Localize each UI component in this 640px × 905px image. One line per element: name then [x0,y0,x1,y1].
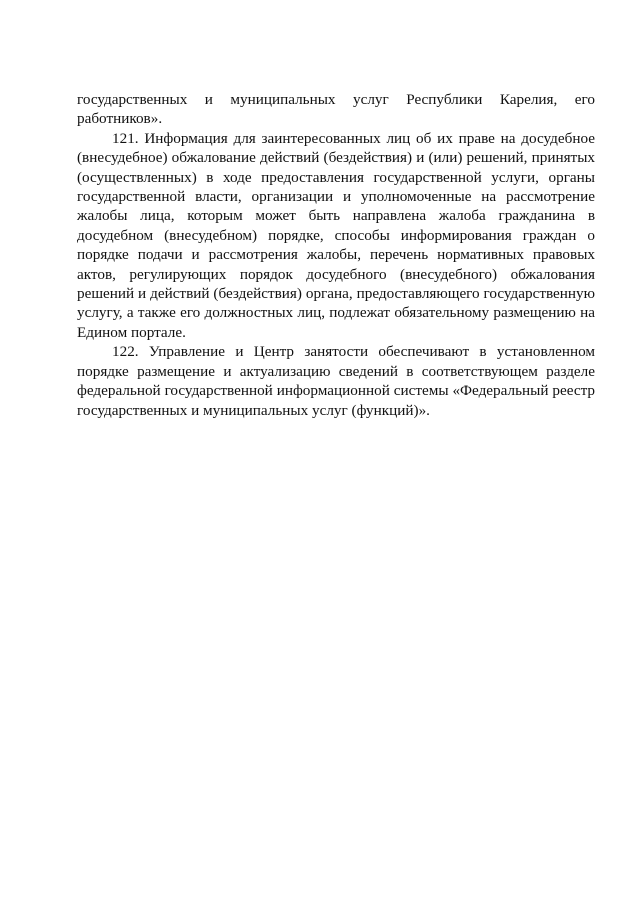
continuation-paragraph: государственных и муниципальных услуг Республики Карелия, его работников». [77,91,595,128]
paragraph-122: 122. Управление и Центр занятости обеспечивают в установленном порядке размещение и актуализацию сведений в соответствующем разделе федеральной государственной информационной системы «Федеральный реестр государственных и муниципальных услуг (функций)». [77,343,595,419]
document-body [77,90,595,420]
paragraph-121: 121. Информация для заинтересованных лиц об их праве на досудебное (внесудебное) обжалование действий (бездействия) и (или) решений, принятых (осуществленных) в ходе предоставления государственной услуги, органы государственной власти, организации и уполномоченные на рассмотрение жалобы лица, которым может быть направлена жалоба гражданина в досудебном (внесудебном) порядке, способы информирования граждан о порядке подачи и рассмотрения жалобы, перечень нормативных правовых актов, регулирующих порядок досудебного (внесудебного) обжалования решений и действий (бездействия) органа, предоставляющего государственную услугу, а также его должностных лиц, подлежат обязательному размещению на Едином портале. [77,129,595,341]
